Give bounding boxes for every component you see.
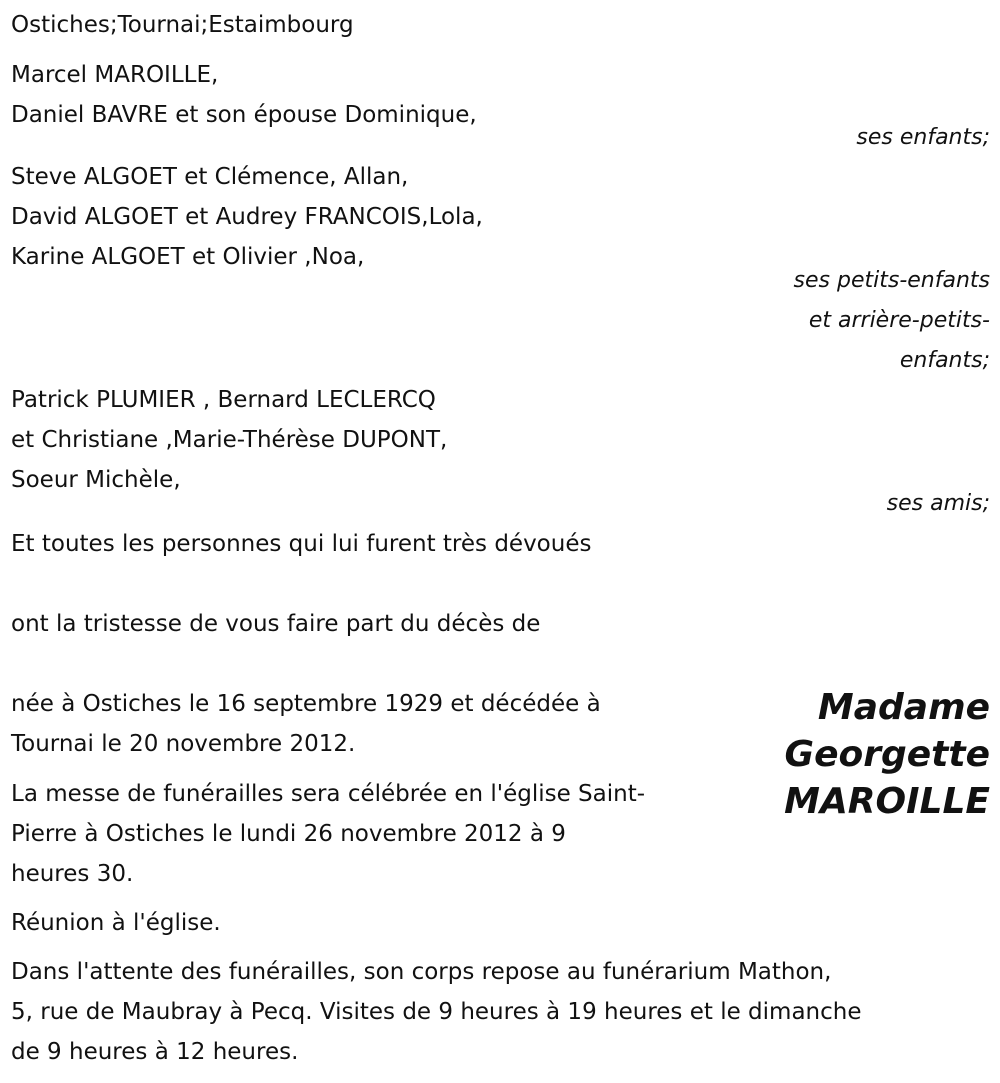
role-friends: ses amis; — [886, 491, 990, 516]
deceased-name — [784, 684, 990, 825]
role-children: ses enfants; — [856, 125, 990, 150]
text-line: La messe de funérailles sera célébrée en l'église Saint- — [11, 781, 646, 807]
deceased-line: Georgette — [784, 734, 990, 775]
text-line: de 9 heures à 12 heures. — [11, 1039, 299, 1065]
children-names — [11, 55, 477, 135]
text-line: heures 30. — [11, 861, 134, 887]
role-line: et arrière-petits- — [808, 308, 990, 333]
meeting-line: Réunion à l'église. — [11, 910, 221, 936]
name-line: Marcel MAROILLE, — [11, 62, 219, 88]
text-line: Pierre à Ostiches le lundi 26 novembre 2012 à 9 — [11, 821, 566, 847]
role-grandchildren — [794, 261, 990, 381]
role-line: enfants; — [899, 348, 990, 373]
announcement-line: ont la tristesse de vous faire part du décès de — [11, 611, 541, 637]
name-line: Daniel BAVRE et son épouse Dominique, — [11, 102, 477, 128]
grandchildren-names — [11, 157, 483, 277]
mass-paragraph — [11, 774, 645, 894]
text-line: née à Ostiches le 16 septembre 1929 et décédée à — [11, 691, 601, 717]
header-places: Ostiches;Tournai;Estaimbourg — [11, 12, 354, 38]
text-line: 5, rue de Maubray à Pecq. Visites de 9 heures à 19 heures et le dimanche — [11, 999, 862, 1025]
birth-death-paragraph — [11, 684, 601, 764]
visitation-paragraph — [11, 952, 861, 1072]
others-line: Et toutes les personnes qui lui furent très dévoués — [11, 531, 592, 557]
name-line: Karine ALGOET et Olivier ,Noa, — [11, 244, 365, 270]
friends-names — [11, 380, 447, 500]
name-line: Steve ALGOET et Clémence, Allan, — [11, 164, 409, 190]
role-line: ses petits-enfants — [793, 268, 990, 293]
name-line: et Christiane ,Marie-Thérèse DUPONT, — [11, 427, 448, 453]
deceased-line: Madame — [817, 687, 990, 728]
text-line: Dans l'attente des funérailles, son corps repose au funérarium Mathon, — [11, 959, 832, 985]
name-line: Soeur Michèle, — [11, 467, 181, 493]
text-line: Tournai le 20 novembre 2012. — [11, 731, 356, 757]
name-line: Patrick PLUMIER , Bernard LECLERCQ — [11, 387, 436, 413]
deceased-line: MAROILLE — [784, 781, 990, 822]
name-line: David ALGOET et Audrey FRANCOIS,Lola, — [11, 204, 483, 230]
